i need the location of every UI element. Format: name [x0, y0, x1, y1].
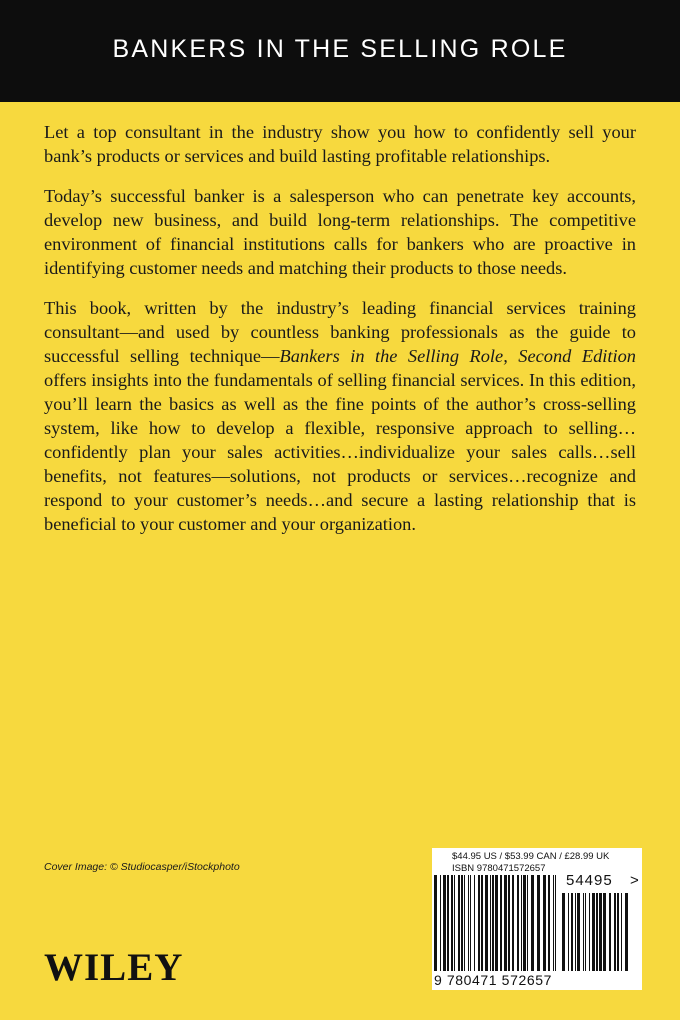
title-banner	[0, 0, 680, 102]
isbn-text: ISBN 9780471572657	[452, 863, 546, 874]
book-title: BANKERS IN THE SELLING ROLE	[112, 34, 568, 63]
barcode-bar	[443, 875, 446, 971]
barcode-bar	[603, 893, 606, 971]
barcode-bar	[492, 875, 494, 971]
barcode-bar	[609, 893, 611, 971]
barcode-bar	[543, 875, 546, 971]
barcode-bar	[512, 875, 514, 971]
barcode-bar	[583, 893, 584, 971]
back-cover-text	[44, 120, 636, 552]
barcode-bar	[470, 875, 471, 971]
barcode-bar	[621, 893, 622, 971]
barcode-bar	[625, 893, 628, 971]
price-addon-barcode	[562, 893, 632, 971]
paragraph-book-rest: offers insights into the fundamentals of selling financial services. In this edition, you’ll learn the basics as well as the fine points of the author’s cross-selling system, like how to develop a flexible, responsive approach to selling…confidently plan your sales activities…individualize your sales calls…sell benefits, not features—solutions, not products or services…recognize and respond to your customer’s needs…and secure a lasting relationship that is beneficial to your customer and your organization.	[44, 370, 636, 534]
barcode-bar	[537, 875, 540, 971]
paragraph-intro: Let a top consultant in the industry show you how to confidently sell your bank’s products or services and build lasting profitable relationships.	[44, 122, 636, 166]
barcode-bar	[481, 875, 483, 971]
cover-image-credit: Cover Image: © Studiocasper/iStockphoto	[44, 861, 240, 873]
barcode-bar	[495, 875, 498, 971]
barcode-bar	[562, 893, 565, 971]
barcode-bar	[523, 875, 526, 971]
price-addon-number: 54495	[566, 872, 613, 889]
barcode-bar	[461, 875, 463, 971]
barcode-bar	[500, 875, 502, 971]
barcode-bar	[434, 875, 437, 971]
book-title-italic: Bankers in the Selling Role, Second Edition	[279, 346, 636, 366]
barcode-bar	[458, 875, 460, 971]
barcode-bar	[577, 893, 580, 971]
barcode-bar	[592, 893, 595, 971]
barcode-bar	[447, 875, 449, 971]
barcode-label	[432, 848, 642, 990]
barcode-bar	[517, 875, 519, 971]
paragraph-book-lead: This book, written by the industry’s leading financial services training consultant—and used by countless banking professionals as the guide to successful selling technique—	[44, 298, 636, 366]
barcode-bar	[440, 875, 441, 971]
barcode-bar	[548, 875, 550, 971]
barcode-bar	[478, 875, 480, 971]
barcode-bar	[589, 893, 590, 971]
paragraph-book	[44, 296, 636, 536]
isbn-barcode	[434, 875, 558, 971]
barcode-bar	[568, 893, 569, 971]
barcode-bar	[599, 893, 602, 971]
barcode-bar	[451, 875, 453, 971]
barcode-bar	[474, 875, 475, 971]
barcode-bar	[490, 875, 491, 971]
barcode-digits: 9 780471 572657	[434, 972, 552, 988]
barcode-bar	[521, 875, 522, 971]
paragraph-banker: Today’s successful banker is a salesperson who can penetrate key accounts, develop new business, and build long-term relationships. The competitive environment of financial institutions calls for bankers who are proactive in identifying customer needs and matching their products to those needs.	[44, 186, 636, 278]
barcode-bar	[454, 875, 455, 971]
barcode-bar	[571, 893, 573, 971]
barcode-bar	[575, 893, 576, 971]
barcode-bar	[596, 893, 598, 971]
barcode-bar	[617, 893, 619, 971]
barcode-bar	[555, 875, 556, 971]
barcode-bar	[464, 875, 465, 971]
barcode-bar	[468, 875, 469, 971]
addon-arrow: >	[630, 872, 639, 889]
barcode-bar	[531, 875, 534, 971]
barcode-bar	[504, 875, 507, 971]
barcode-bar	[614, 893, 616, 971]
barcode-bar	[585, 893, 586, 971]
barcode-bar	[508, 875, 510, 971]
barcode-bar	[527, 875, 528, 971]
barcode-bar	[553, 875, 554, 971]
wiley-logo: WILEY	[44, 946, 184, 989]
price-text: $44.95 US / $53.99 CAN / £28.99 UK	[452, 851, 610, 862]
barcode-bar	[485, 875, 488, 971]
